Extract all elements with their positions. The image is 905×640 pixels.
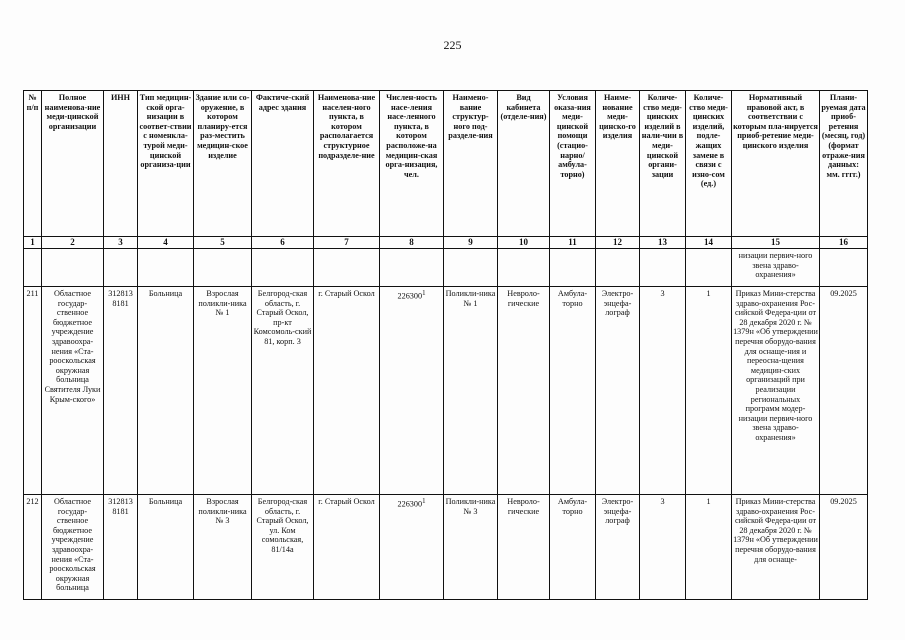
legal-act: Приказ Мини-стерства здраво-охранения Рос-сийской Федера-ции от 28 декабря 2020 г. № 1379н «Об утверждении перечня оборудо-вания для оснаще- [732,495,820,600]
column-number: 15 [732,237,820,249]
continued-act-text: низации первич-ного звена здраво-охранения» [732,249,820,287]
empty-cell [596,249,640,287]
header-cell: Числен-ность насе-ления насе-ленного пункта, в котором расположе-на медицин-ская орга-низация, чел. [380,91,444,237]
building-address: Белгород-ская область, г. Старый Оскол, ул. Ком сомольская, 81/14а [252,495,314,600]
header-cell: Фактиче-ский адрес здания [252,91,314,237]
empty-cell [194,249,252,287]
page-number: 225 [443,38,462,52]
column-number-row [24,237,868,249]
building-name: Взрослая поликли-ника № 3 [194,495,252,600]
device-quantity: 3 [640,287,686,495]
empty-cell [138,249,194,287]
empty-cell [498,249,550,287]
cabinet-type: Невроло-гические [498,495,550,600]
header-row [24,91,868,237]
header-cell: ИНН [104,91,138,237]
header-cell: Наиме-нование меди-цинско-го изделия [596,91,640,237]
column-number: 4 [138,237,194,249]
inn-value: 312813 8181 [104,495,138,600]
header-cell: № п/п [24,91,42,237]
organization-name: Областное государ-ственное бюджетное учреждение здравоохра-нения «Ста-рооскольская окружная больница [42,495,104,600]
footnote-mark: 1 [422,290,426,297]
column-number: 10 [498,237,550,249]
empty-cell [252,249,314,287]
table-row [24,495,868,600]
empty-cell [444,249,498,287]
footnote-mark: 1 [422,498,426,505]
organization-type: Больница [138,287,194,495]
header-cell: Наименова-ние населен-ного пункта, в котором располагается структурное подразделе-ние [314,91,380,237]
care-conditions: Амбула-торно [550,495,596,600]
legal-act: Приказ Мини-стерства здраво-охранения Рос-сийской Федера-ции от 28 декабря 2020 г. № 1379н «Об утверждении перечня оборудо-вания для оснаще-ния и переосна-щения медицин-ских организаций при реализации региональных программ модер-низации первич-ного звена здраво-охранения» [732,287,820,495]
purchase-date: 09.2025 [820,287,868,495]
empty-cell [686,249,732,287]
column-number: 12 [596,237,640,249]
header-cell: Плани-руемая дата приоб-ретения (месяц, год) (формат отраже-ния данных: мм. гггг.) [820,91,868,237]
settlement-name: г. Старый Оскол [314,495,380,600]
replace-quantity: 1 [686,287,732,495]
column-number: 1 [24,237,42,249]
column-number: 3 [104,237,138,249]
population-value [380,495,444,600]
device-name: Электро-энцефа-лограф [596,287,640,495]
care-conditions: Амбула-торно [550,287,596,495]
replace-quantity: 1 [686,495,732,600]
organization-name: Областное государ-ственное бюджетное учреждение здравоохра-нения «Ста-рооскольская окружная больница Святителя Луки Крым-ского» [42,287,104,495]
empty-cell [380,249,444,287]
population-value [380,287,444,495]
column-number: 7 [314,237,380,249]
row-number: 212 [24,495,42,600]
unit-name: Поликли-ника № 1 [444,287,498,495]
column-number: 6 [252,237,314,249]
column-number: 16 [820,237,868,249]
column-number: 13 [640,237,686,249]
empty-cell [24,249,42,287]
empty-cell [42,249,104,287]
header-cell: Наимено-вание структур-ного под-разделе-ния [444,91,498,237]
continuation-row [24,249,868,287]
column-number: 14 [686,237,732,249]
settlement-name: г. Старый Оскол [314,287,380,495]
building-address: Белгород-ская область, г. Старый Оскол, пр-кт Комсомоль-ский 81, корп. 3 [252,287,314,495]
empty-cell [640,249,686,287]
purchase-date: 09.2025 [820,495,868,600]
empty-cell [104,249,138,287]
column-number: 2 [42,237,104,249]
column-number: 11 [550,237,596,249]
organization-type: Больница [138,495,194,600]
header-cell: Тип медицин-ской орга-низации в соответ-ствии с номенкла-турой меди-цинской организа-ции [138,91,194,237]
header-cell: Полное наименова-ние меди-цинской организации [42,91,104,237]
column-number: 8 [380,237,444,249]
column-number: 9 [444,237,498,249]
empty-cell [820,249,868,287]
equipment-table [23,90,868,600]
header-cell: Нормативный правовой акт, в соответствии с которым пла-нируется приоб-ретение меди-цинского изделия [732,91,820,237]
table-row [24,287,868,495]
header-cell: Вид кабинета (отделе-ния) [498,91,550,237]
row-number: 211 [24,287,42,495]
population-number: 226300 [397,291,423,301]
header-cell: Количе-ство меди-цинских изделий в нали-чии в меди-цинской органи-зации [640,91,686,237]
device-quantity: 3 [640,495,686,600]
header-cell: Здание или со-оружение, в котором планиру-ется раз-местить медицин-ское изделие [194,91,252,237]
unit-name: Поликли-ника № 3 [444,495,498,600]
empty-cell [314,249,380,287]
device-name: Электро-энцефа-лограф [596,495,640,600]
header-cell: Количе-ство меди-цинских изделий, подле-жащих замене в связи с изно-сом (ед.) [686,91,732,237]
empty-cell [550,249,596,287]
building-name: Взрослая поликли-ника № 1 [194,287,252,495]
inn-value: 312813 8181 [104,287,138,495]
header-cell: Условия оказа-ния меди-цинской помощи (стацио-нарно/ амбула-торно) [550,91,596,237]
cabinet-type: Невроло-гические [498,287,550,495]
population-number: 226300 [397,499,423,509]
column-number: 5 [194,237,252,249]
